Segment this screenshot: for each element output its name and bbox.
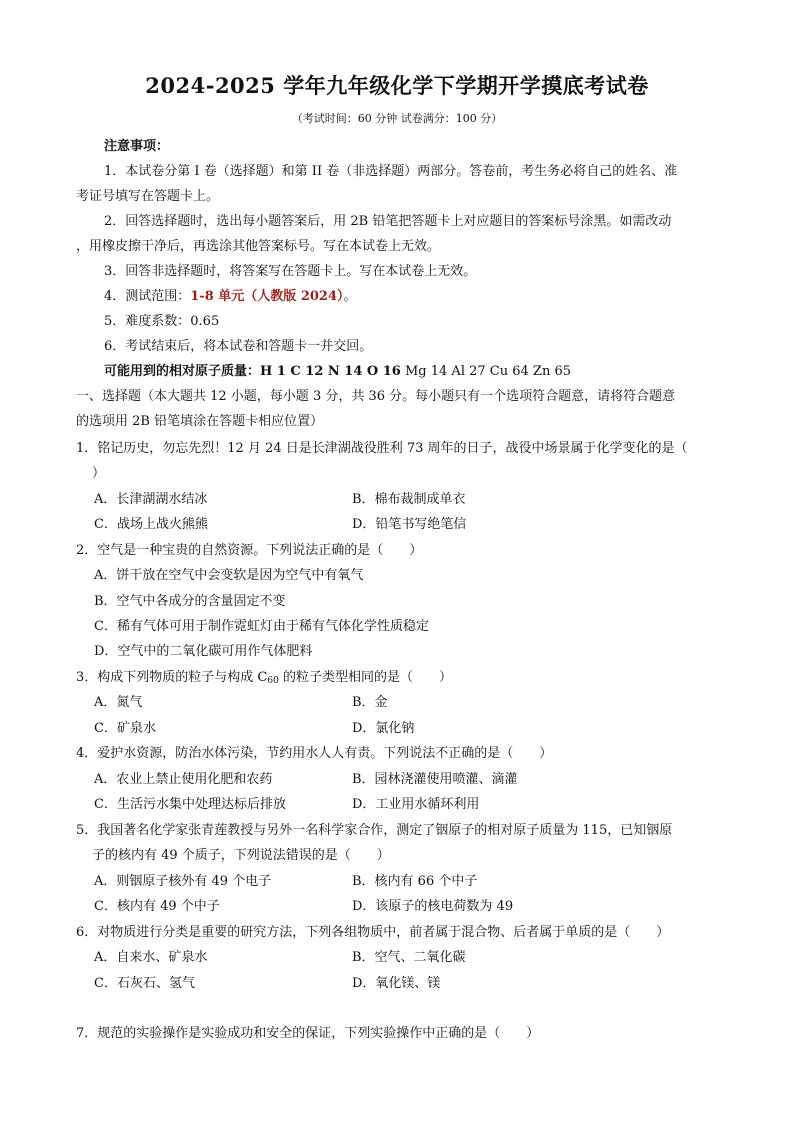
note-1-cont: 考证号填写在答题卡上。 [76, 189, 220, 204]
question-5-cont: 子的核内有 49 个质子，下列说法错误的是（ ） [92, 848, 390, 863]
q2-option-d: D．空气中的二氧化碳可用作气体肥料 [94, 644, 313, 659]
q2-option-b: B．空气中各成分的含量固定不变 [94, 594, 286, 609]
q6-option-c: C．石灰石、氢气 [94, 976, 195, 991]
q5-option-d: D．该原子的核电荷数为 49 [352, 899, 514, 914]
section-heading: 一、选择题（本大题共 12 小题，每小题 3 分，共 36 分。每小题只有一个选项符合题意，请将符合题意 [76, 389, 676, 404]
question-5: 5．我国著名化学家张青莲教授与另外一名科学家合作，测定了铟原子的相对原子质量为 115，已知铟原 [76, 823, 673, 838]
q3-option-d: D．氯化钠 [352, 721, 415, 736]
note-5: 5．难度系数：0.65 [104, 314, 220, 329]
q6-option-b: B．空气、二氧化碳 [352, 950, 466, 965]
atomic-masses-label: 可能用到的相对原子质量： [104, 364, 261, 379]
notes-heading: 注意事项： [104, 139, 170, 154]
question-4: 4．爱护水资源，防治水体污染，节约用水人人有责。下列说法不正确的是（ ） [76, 746, 553, 761]
exam-info: （考试时间：60 分钟 试卷满分：100 分） [291, 112, 503, 125]
question-3 [76, 669, 726, 690]
q4-option-b: B．园林浇灌使用喷灌、滴灌 [352, 772, 518, 787]
test-range: 1-8 单元（人教版 2024） [190, 289, 344, 304]
q4-option-a: A．农业上禁止使用化肥和农药 [94, 772, 273, 787]
note-4-prefix: 4．测试范围： [104, 289, 191, 304]
atomic-masses-bold: H 1 C 12 N 14 O 16 [260, 364, 401, 379]
section-heading-cont: 的选项用 2B 铅笔填涂在答题卡相应位置） [76, 414, 324, 429]
note-1: 1．本试卷分第 I 卷（选择题）和第 II 卷（非选择题）两部分。答卷前，考生务必将自己的姓名、准 [104, 164, 678, 179]
question-2: 2．空气是一种宝贵的自然资源。下列说法正确的是（ ） [76, 543, 423, 558]
q5-option-b: B．核内有 66 个中子 [352, 874, 478, 889]
question-7: 7．规范的实验操作是实验成功和安全的保证，下列实验操作中正确的是（ ） [76, 1026, 540, 1041]
note-4-suffix: 。 [343, 289, 357, 304]
q2-option-c: C．稀有气体可用于制作霓虹灯由于稀有气体化学性质稳定 [94, 619, 429, 634]
q3-suffix: 的粒子类型相同的是（ ） [278, 670, 452, 685]
q3-subscript: 60 [267, 676, 279, 686]
q3-prefix: 3．构成下列物质的粒子与构成 C [76, 670, 268, 685]
q3-option-b: B．金 [352, 695, 388, 710]
q1-option-b: B．棉布裁制成单衣 [352, 492, 466, 507]
question-6: 6．对物质进行分类是重要的研究方法，下列各组物质中，前者属于混合物、后者属于单质的是（ ） [76, 925, 670, 940]
q1-option-d: D．铅笔书写绝笔信 [352, 517, 467, 532]
q5-option-c: C．核内有 49 个中子 [94, 899, 220, 914]
q6-option-d: D．氧化镁、镁 [352, 976, 441, 991]
note-6: 6．考试结束后，将本试卷和答题卡一并交回。 [104, 339, 373, 354]
question-1: 1．铭记历史，勿忘先烈！12 月 24 日是长津湖战役胜利 73 周年的日子，战役中场景属于化学变化的是（ [76, 441, 688, 456]
q5-option-a: A．则铟原子核外有 49 个电子 [94, 874, 272, 889]
q6-option-a: A．自来水、矿泉水 [94, 950, 208, 965]
atomic-masses [104, 363, 754, 381]
page-title: 2024-2025 学年九年级化学下学期开学摸底考试卷 [145, 73, 649, 98]
note-2-cont: ，用橡皮擦干净后，再选涂其他答案标号。写在本试卷上无效。 [76, 239, 441, 254]
q3-option-a: A．氮气 [94, 695, 143, 710]
note-2: 2．回答选择题时，选出每小题答案后，用 2B 铅笔把答题卡上对应题目的答案标号涂黑。如需改动 [104, 214, 672, 229]
q1-option-c: C．战场上战火熊熊 [94, 517, 208, 532]
q1-option-a: A．长津湖湖水结冰 [94, 492, 208, 507]
q3-option-c: C．矿泉水 [94, 721, 156, 736]
q4-option-c: C．生活污水集中处理达标后排放 [94, 797, 286, 812]
q4-option-d: D．工业用水循环利用 [352, 797, 480, 812]
note-3: 3．回答非选择题时，将答案写在答题卡上。写在本试卷上无效。 [104, 264, 477, 279]
q2-option-a: A．饼干放在空气中会变软是因为空气中有氧气 [94, 568, 364, 583]
atomic-masses-rest: Mg 14 Al 27 Cu 64 Zn 65 [400, 364, 571, 379]
question-1-cont: ） [92, 466, 106, 481]
note-4 [104, 288, 754, 306]
